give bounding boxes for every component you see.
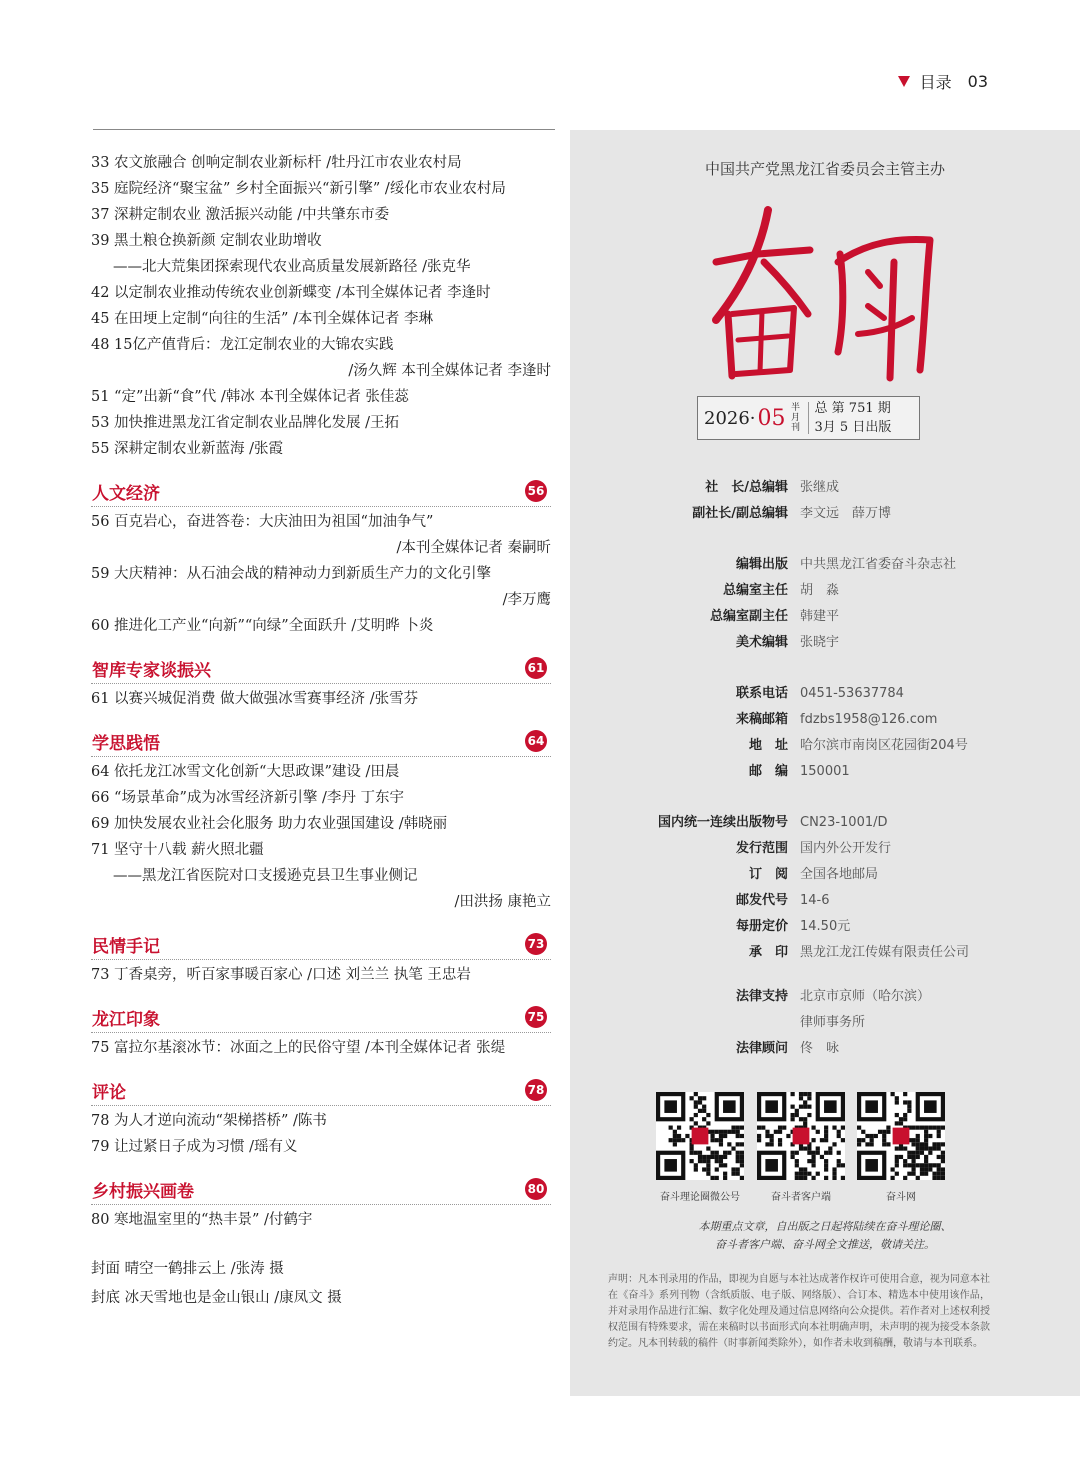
toc-entry: 35 庭院经济“聚宝盆” 乡村全面振兴“新引擎” /绥化市农业农村局 [91, 181, 506, 197]
toc-entry: 79 让过紧日子成为习惯 /瑶有义 [91, 1139, 298, 1155]
staff-row [570, 836, 1080, 862]
qr-caption: 奋斗者客户端 [771, 1192, 831, 1203]
staff-label: 承 印 [748, 945, 788, 960]
staff-row [570, 475, 1080, 501]
header-section: 目录 [919, 73, 952, 92]
staff-label: 副社长/副总编辑 [692, 506, 788, 521]
staff-value: 李文远 薛万博 [800, 506, 892, 521]
section-page-badge: 56 [525, 480, 547, 502]
staff-label: 邮 编 [748, 764, 788, 779]
issue-date: 3月 5 日出版 [814, 420, 892, 435]
staff-value: 0451-53637784 [800, 686, 904, 701]
section-title: 龙江印象 [92, 1010, 160, 1030]
staff-row [570, 914, 1080, 940]
push-notice-line: 本期重点文章，自出版之日起将陆续在奋斗理论圈、 [698, 1220, 952, 1233]
staff-row [570, 810, 1080, 836]
toc-entry: ——北大荒集团探索现代农业高质量发展新路径 /张克华 [113, 259, 471, 275]
staff-value: 哈尔滨市南岗区花园街204号 [800, 738, 968, 753]
toc-entry: 33 农文旅融合 创响定制农业新标杆 /牡丹江市农业农村局 [91, 155, 462, 171]
qr-icon [757, 1092, 845, 1180]
staff-label: 邮发代号 [735, 893, 788, 908]
staff-value: 北京市京师（哈尔滨） [800, 989, 931, 1004]
issue-number: 05 [757, 405, 786, 431]
section-title: 民情手记 [92, 937, 160, 957]
staff-row [570, 552, 1080, 578]
staff-row [570, 681, 1080, 707]
section-title: 乡村振兴画卷 [92, 1182, 194, 1202]
toc-entry: 66 “场景革命”成为冰雪经济新引擎 /李丹 丁东宇 [91, 790, 404, 806]
section-page-badge: 73 [525, 933, 547, 955]
section-heading [91, 476, 551, 507]
section-page-badge: 64 [525, 730, 547, 752]
top-divider [93, 129, 555, 130]
staff-row [570, 984, 1080, 1010]
staff-value: 黑龙江龙江传媒有限责任公司 [800, 945, 970, 960]
page-number: 03 [967, 72, 988, 91]
staff-label: 国内统一连续出版物号 [657, 815, 788, 830]
staff-value: fdzbs1958@126.com [800, 712, 938, 727]
staff-value: 全国各地邮局 [800, 867, 879, 882]
staff-row [570, 578, 1080, 604]
section-heading [91, 726, 551, 757]
staff-row [570, 862, 1080, 888]
issue-frequency: 半月刊 [791, 403, 801, 433]
staff-label: 联系电话 [735, 686, 788, 701]
staff-row [570, 630, 1080, 656]
staff-row [570, 604, 1080, 630]
staff-value: 律师事务所 [800, 1015, 866, 1030]
staff-row [570, 940, 1080, 966]
toc-entry: 60 推进化工产业“向新”“向绿”全面跃升 /艾明晔 卜炎 [91, 618, 434, 634]
staff-row [570, 501, 1080, 527]
qr-icon [656, 1092, 744, 1180]
toc-entry: 61 以赛兴城促消费 做大做强冰雪赛事经济 /张雪芬 [91, 691, 419, 707]
issue-box [697, 396, 920, 440]
qr-caption: 奋斗网 [886, 1192, 916, 1203]
section-heading [91, 1174, 551, 1205]
staff-label: 发行范围 [735, 841, 788, 856]
toc-entry: 45 在田埂上定制“向往的生活” /本刊全媒体记者 李琳 [91, 311, 433, 327]
staff-value: 国内外公开发行 [800, 841, 892, 856]
staff-row [570, 1036, 1080, 1062]
section-page-badge: 75 [525, 1006, 547, 1028]
staff-label: 总编室主任 [722, 583, 788, 598]
toc-entry: /本刊全媒体记者 秦嗣昕 [396, 540, 551, 556]
issue-year: 2026· [704, 407, 756, 429]
staff-label: 每册定价 [735, 919, 788, 934]
section-title: 评论 [92, 1083, 126, 1103]
staff-label: 社 长/总编辑 [705, 480, 788, 495]
toc-entry: /汤久辉 本刊全媒体记者 李逢时 [348, 363, 551, 379]
triangle-marker-icon [898, 76, 910, 87]
cover-credit: 封底 冰天雪地也是金山银山 /康凤文 摄 [91, 1290, 342, 1306]
toc-entry: 48 15亿产值背后：龙江定制农业的大锦农实践 [91, 337, 394, 353]
section-title: 人文经济 [92, 484, 160, 504]
toc-entry: 42 以定制农业推动传统农业创新蝶变 /本刊全媒体记者 李逢时 [91, 285, 491, 301]
staff-label: 美术编辑 [735, 635, 788, 650]
staff-value: 佟 咏 [800, 1041, 840, 1056]
push-notice-line: 奋斗者客户端、奋斗网全文推送，敬请关注。 [715, 1238, 935, 1251]
staff-value: 14.50元 [800, 919, 851, 934]
toc-entry: /李万鹰 [502, 592, 551, 608]
staff-label: 法律顾问 [735, 1041, 788, 1056]
toc-entry: 53 加快推进黑龙江省定制农业品牌化发展 /王拓 [91, 415, 400, 431]
toc-entry: /田洪扬 康艳立 [454, 894, 551, 910]
toc-entry: 37 深耕定制农业 激活振兴动能 /中共肇东市委 [91, 207, 390, 223]
staff-value: 中共黑龙江省委奋斗杂志社 [800, 557, 957, 572]
toc-entry: 51 “定”出新“食”代 /韩冰 本刊全媒体记者 张佳蕊 [91, 389, 409, 405]
toc-entry: 64 依托龙江冰雪文化创新“大思政课”建设 /田晨 [91, 764, 400, 780]
qr-code-web [857, 1092, 945, 1180]
toc-entry: 78 为人才逆向流动“架梯搭桥” /陈书 [91, 1113, 327, 1129]
staff-value: CN23-1001/D [800, 815, 888, 830]
cover-credit: 封面 晴空一鹤排云上 /张涛 摄 [91, 1261, 284, 1277]
section-heading [91, 653, 551, 684]
staff-label: 地 址 [748, 738, 788, 753]
section-heading [91, 1002, 551, 1033]
toc-entry: 59 大庆精神：从石油会战的精神动力到新质生产力的文化引擎 [91, 566, 492, 582]
staff-row [570, 707, 1080, 733]
section-title: 智库专家谈振兴 [92, 661, 211, 681]
staff-label: 编辑出版 [735, 557, 788, 572]
section-page-badge: 61 [525, 657, 547, 679]
staff-value: 张晓宇 [800, 635, 840, 650]
masthead-panel [570, 130, 1080, 1396]
section-title: 学思践悟 [92, 734, 160, 754]
copyright-declaration: 声明：凡本刊录用的作品，即视为自愿与本社达成著作权许可使用合意，视为同意本社在《奋斗》系列刊物（含纸质版、电子版、网络版）、合订本、精选本中使用该作品，并对录用作品进行汇编、数字化处理及通过信息网络向公众提供。若作者对上述权利授权范围有特殊要求，需在来稿时以书面形式向本社明确声明，未声明的视为接受本条款约定。凡本刊转载的稿件（时事新闻类除外），如作者未收到稿酬，敬请与本刊联系。 [608, 1274, 990, 1349]
staff-value: 张继成 [800, 480, 840, 495]
staff-value: 14-6 [800, 893, 830, 908]
toc-entry: 80 寒地温室里的“热丰景” /付鹤宇 [91, 1212, 313, 1228]
section-page-badge: 78 [525, 1079, 547, 1101]
staff-value: 150001 [800, 764, 850, 779]
staff-row [570, 1010, 1080, 1036]
section-heading [91, 1075, 551, 1106]
toc-entry: 75 富拉尔基滚冰节：冰面之上的民俗守望 /本刊全媒体记者 张缇 [91, 1040, 506, 1056]
page-header [898, 70, 988, 93]
staff-label: 来稿邮箱 [735, 712, 788, 727]
issue-divider [808, 402, 809, 434]
toc-entry: ——黑龙江省医院对口支援逊克县卫生事业侧记 [113, 868, 418, 884]
table-of-contents [91, 150, 551, 1313]
issue-total [815, 399, 892, 437]
qr-icon [857, 1092, 945, 1180]
sponsor-line: 中国共产党黑龙江省委员会主管主办 [704, 160, 945, 178]
staff-label: 总编室副主任 [709, 609, 788, 624]
staff-value: 胡 淼 [800, 583, 840, 598]
toc-entry: 39 黑土粮仓换新颜 定制农业助增收 [91, 233, 322, 249]
staff-value: 韩建平 [800, 609, 840, 624]
toc-entry: 56 百克岩心，奋进答卷：大庆油田为祖国“加油争气” [91, 514, 434, 530]
issue-total-count: 总 第 751 期 [814, 401, 891, 416]
qr-code-app [757, 1092, 845, 1180]
staff-label: 订 阅 [748, 867, 788, 882]
toc-entry: 69 加快发展农业社会化服务 助力农业强国建设 /韩晓丽 [91, 816, 448, 832]
qr-code-wechat [656, 1092, 744, 1180]
toc-entry: 55 深耕定制农业新蓝海 /张霞 [91, 441, 284, 457]
section-page-badge: 80 [525, 1178, 547, 1200]
qr-caption: 奋斗理论圈微公号 [660, 1192, 740, 1203]
section-heading [91, 929, 551, 960]
push-notice [570, 1218, 1080, 1254]
toc-entry: 71 坚守十八载 薪火照北疆 [91, 842, 264, 858]
fendou-calligraphy-logo [698, 202, 948, 392]
staff-row [570, 888, 1080, 914]
toc-entry: 73 丁香桌旁，听百家事暖百家心 /口述 刘兰兰 执笔 王忠岩 [91, 967, 471, 983]
staff-row [570, 733, 1080, 759]
staff-row [570, 759, 1080, 785]
staff-label: 法律支持 [735, 989, 788, 1004]
